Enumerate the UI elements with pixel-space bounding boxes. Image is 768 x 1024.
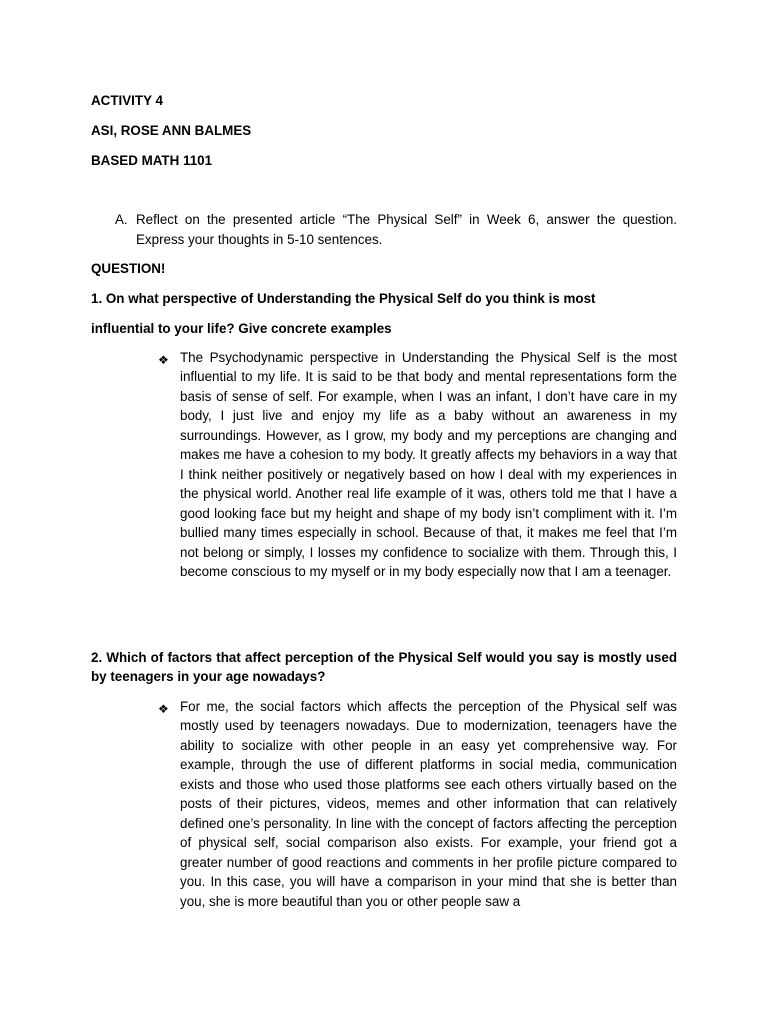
question-1-line-1: 1. On what perspective of Understanding the Physical Self do you think is most (91, 291, 596, 306)
diamond-bullet-icon: ❖ (158, 353, 169, 367)
question-heading: QUESTION! (91, 261, 166, 276)
diamond-bullet-icon: ❖ (158, 702, 169, 716)
instruction-text: Reflect on the presented article “The Physical Self” in Week 6, answer the question. Express your thoughts in 5-10 sentences. (136, 212, 677, 247)
question-2: 2. Which of factors that affect perception of the Physical Self would you say is mostly used by teenagers in your age nowadays? (91, 650, 677, 684)
student-name: ASI, ROSE ANN BALMES (91, 123, 252, 138)
instruction (115, 210, 677, 250)
answer-2: For me, the social factors which affects the perception of the Physical self was mostly used by teenagers nowadays. Due to modernization, teenagers have the ability to socialize with other people in an easy yet comprehensive way. For example, through the use of different platforms in social media, communication exists and those who used those platforms see each others virtually based on the posts of their pictures, videos, memes and other information that can relatively defined one’s personality. In line with the concept of factors affecting the perception of physical self, social comparison also exists. For example, your friend got a greater number of good reactions and comments in her profile picture compared to you. In this case, you will have a comparison in your mind that she is better than you, she is more beautiful than you or other people saw a (180, 699, 677, 909)
activity-title: ACTIVITY 4 (91, 93, 163, 108)
answer-1: The Psychodynamic perspective in Understanding the Physical Self is the most influential to my life. It is said to be that body and mental representations form the basis of sense of self. For example, when I was an infant, I don’t have care in my body, I just live and enjoy my life as a baby without an awareness in my surroundings. However, as I grow, my body and my perceptions are changing and makes me have a cohesion to my body. It greatly affects my behaviors in a way that I think neither positively or negatively based on how I deal with my experiences in the physical world. Another real life example of it was, others told me that I have a good looking face but my height and shape of my body isn’t compliment with it. I’m bullied many times especially in school. Because of that, it makes me feel that I’m not belong or simply, I losses my confidence to socialize with them. Through this, I become conscious to my myself or in my body especially now that I am a teenager. (180, 350, 677, 579)
course-code: BASED MATH 1101 (91, 153, 213, 168)
question-1-line-2: influential to your life? Give concrete examples (91, 321, 392, 336)
instruction-label: A. (115, 212, 128, 227)
